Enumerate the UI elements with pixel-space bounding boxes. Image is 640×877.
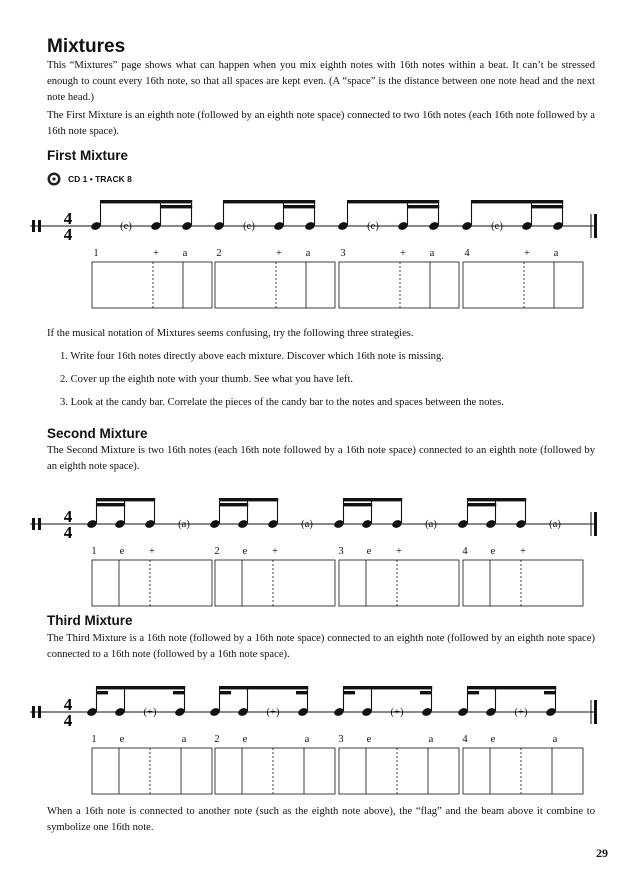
count-label: 4 (464, 248, 470, 259)
percussion-clef (32, 220, 35, 232)
count-label: a (304, 734, 310, 745)
candy-bar (215, 560, 335, 606)
page-number: 29 (596, 846, 608, 860)
note-beam (531, 205, 563, 208)
count-label: 2 (216, 248, 222, 259)
first-mixture-description: The First Mixture is an eighth note (followed by an eighth note space) connected to two 16th notes (each 16th note followed by a 16th note space). (47, 110, 595, 137)
count-label: a (305, 248, 311, 259)
page-title: Mixtures (47, 36, 126, 57)
count-label: a (429, 248, 435, 259)
note-beam (96, 686, 185, 689)
candy-bar (463, 262, 583, 308)
count-label: + (520, 546, 526, 557)
strategy-item: 2. Cover up the eighth note with your thumb. See what you have left. (60, 374, 354, 385)
cd-track-label (47, 172, 132, 186)
rest-parenthesis: (a) (301, 519, 313, 530)
rest-parenthesis: (a) (549, 519, 561, 530)
note-beam (96, 498, 155, 501)
rest-parenthesis: (e) (243, 221, 255, 232)
count-label: a (553, 248, 559, 259)
note-beam (347, 200, 439, 203)
candy-bar (463, 748, 583, 794)
count-label: 2 (214, 546, 220, 557)
candy-bar (215, 262, 335, 308)
first-mixture-example (0, 190, 640, 312)
count-label: + (396, 546, 402, 557)
percussion-clef (38, 220, 41, 232)
count-label: a (552, 734, 558, 745)
second-mixture-description: The Second Mixture is two 16th notes (each 16th note followed by a 16th note space) connected to an eighth note (followed by an eighth note space). (47, 445, 595, 472)
candy-bar (339, 262, 459, 308)
candy-bar (463, 560, 583, 606)
candy-bar (92, 748, 212, 794)
note-beam (96, 503, 125, 506)
note-beam (219, 498, 278, 501)
cd-track-text: CD 1 • TRACK 8 (68, 174, 132, 184)
time-signature-bottom: 4 (63, 523, 73, 542)
sixteenth-flag (219, 691, 231, 694)
candy-bar (215, 748, 335, 794)
note-beam (219, 686, 308, 689)
final-barline-thick (594, 512, 597, 536)
note-beam (471, 200, 563, 203)
count-label: a (181, 734, 187, 745)
note-beam (467, 503, 496, 506)
candy-bar (92, 262, 212, 308)
strategies-intro: If the musical notation of Mixtures seems confusing, try the following three strategies. (47, 328, 414, 339)
count-label: a (182, 248, 188, 259)
time-signature-bottom: 4 (63, 225, 73, 244)
note-beam (467, 686, 556, 689)
count-label: a (428, 734, 434, 745)
count-label: 3 (340, 248, 346, 259)
sixteenth-flag (173, 691, 185, 694)
second-mixture-notation (30, 498, 597, 606)
sixteenth-flag (343, 691, 355, 694)
count-label: + (400, 248, 406, 259)
cd-icon (47, 172, 63, 186)
count-label: e (366, 546, 372, 557)
second-mixture-heading: Second Mixture (47, 426, 148, 441)
note-beam (100, 200, 192, 203)
percussion-clef (38, 518, 41, 530)
count-label: e (490, 734, 496, 745)
candy-bar (339, 748, 459, 794)
strategy-item: 1. Write four 16th notes directly above each mixture. Discover which 16th note is missing. (60, 351, 444, 362)
count-label: + (153, 248, 159, 259)
rest-parenthesis: (e) (491, 221, 503, 232)
count-label: 1 (93, 248, 99, 259)
sixteenth-flag (296, 691, 308, 694)
note-beam (343, 503, 372, 506)
note-beam (223, 200, 315, 203)
count-label: 4 (462, 734, 468, 745)
strategies-list (60, 349, 504, 418)
note-beam (343, 498, 402, 501)
second-mixture-example (0, 488, 640, 610)
final-barline-thick (594, 700, 597, 724)
count-label: e (490, 546, 496, 557)
percussion-clef (32, 518, 35, 530)
sixteenth-flag (544, 691, 556, 694)
rest-parenthesis: (a) (178, 519, 190, 530)
count-label: 3 (338, 734, 344, 745)
sixteenth-flag (96, 691, 108, 694)
count-label: 2 (214, 734, 220, 745)
note-beam (343, 686, 432, 689)
closing-paragraph: When a 16th note is connected to another note (such as the eighth note above), the “flag” and the beam above it combine to symbolize one 16th note. (47, 806, 595, 833)
final-barline-thick (594, 214, 597, 238)
count-label: e (366, 734, 372, 745)
time-signature-top: 4 (63, 507, 73, 526)
rest-parenthesis: (a) (425, 519, 437, 530)
note-beam (283, 205, 315, 208)
count-label: 1 (91, 734, 97, 745)
strategy-item: 3. Look at the candy bar. Correlate the pieces of the candy bar to the notes and spaces between the notes. (60, 397, 504, 408)
third-mixture-description: The Third Mixture is a 16th note (followed by a 16th note space) connected to an eighth note (followed by an eighth note space) connected to a 16th note (followed by a 16th note space). (47, 633, 595, 660)
count-label: + (149, 546, 155, 557)
sixteenth-flag (420, 691, 432, 694)
first-mixture-heading: First Mixture (47, 148, 129, 163)
count-label: + (524, 248, 530, 259)
time-signature-bottom: 4 (63, 711, 73, 730)
rest-parenthesis: (+) (143, 707, 157, 718)
percussion-clef (38, 706, 41, 718)
candy-bar (339, 560, 459, 606)
first-mixture-notation (30, 200, 597, 308)
time-signature-top: 4 (63, 209, 73, 228)
count-label: + (272, 546, 278, 557)
rest-parenthesis: (+) (266, 707, 280, 718)
third-mixture-notation (30, 686, 597, 794)
candy-bar (92, 560, 212, 606)
percussion-clef (32, 706, 35, 718)
rest-parenthesis: (+) (390, 707, 404, 718)
note-beam (407, 205, 439, 208)
count-label: e (119, 734, 125, 745)
note-beam (219, 503, 248, 506)
count-label: 4 (462, 546, 468, 557)
count-label: e (242, 546, 248, 557)
third-mixture-example (0, 676, 640, 798)
count-label: e (242, 734, 248, 745)
third-mixture-heading: Third Mixture (47, 613, 133, 628)
note-beam (467, 498, 526, 501)
rest-parenthesis: (+) (514, 707, 528, 718)
rest-parenthesis: (e) (367, 221, 379, 232)
intro-paragraph: This “Mixtures” page shows what can happen when you mix eighth notes with 16th notes within a beat. It can’t be stressed enough to count every 16th note, so that all spaces are kept even. (A “space” is the distance between one note head and the next note head.) (47, 60, 595, 103)
count-label: 3 (338, 546, 344, 557)
count-label: e (119, 546, 125, 557)
count-label: 1 (91, 546, 97, 557)
rest-parenthesis: (e) (120, 221, 132, 232)
time-signature-top: 4 (63, 695, 73, 714)
note-beam (160, 205, 192, 208)
count-label: + (276, 248, 282, 259)
sixteenth-flag (467, 691, 479, 694)
